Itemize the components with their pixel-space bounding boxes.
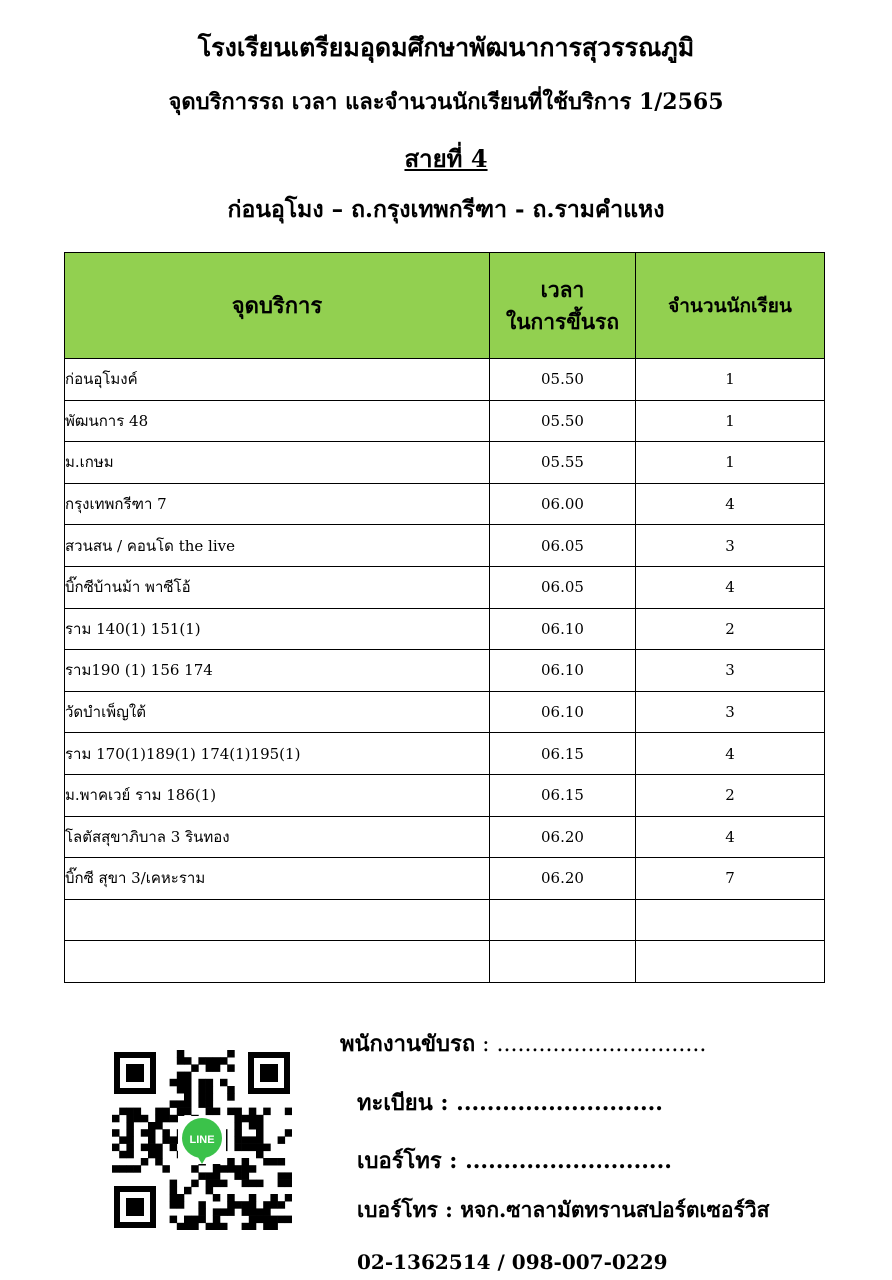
cell-count: 4	[636, 483, 825, 525]
col-header-count: จำนวนนักเรียน	[636, 253, 825, 359]
driver-separator: :	[475, 1032, 497, 1057]
phone-value: ...........................	[465, 1148, 672, 1174]
table-row	[65, 899, 825, 941]
registration-line	[357, 1085, 663, 1120]
table-row	[65, 566, 825, 608]
cell-count	[636, 941, 825, 983]
cell-count: 7	[636, 858, 825, 900]
cell-count: 4	[636, 566, 825, 608]
registration-label: ทะเบียน :	[357, 1090, 457, 1116]
col-header-time	[490, 253, 636, 359]
cell-count: 2	[636, 774, 825, 816]
cell-place: กรุงเทพกรีฑา 7	[65, 483, 490, 525]
cell-count	[636, 899, 825, 941]
cell-count: 1	[636, 442, 825, 484]
table-header-row	[65, 253, 825, 359]
cell-time: 06.10	[490, 608, 636, 650]
table-row	[65, 858, 825, 900]
driver-line	[340, 1026, 706, 1061]
cell-place	[65, 941, 490, 983]
line-badge-label: LINE	[189, 1134, 215, 1146]
company-tel-numbers: 02-1362514 / 098-007-0229	[357, 1250, 668, 1274]
cell-time: 06.10	[490, 691, 636, 733]
cell-count: 2	[636, 608, 825, 650]
table-row	[65, 650, 825, 692]
company-phone-line	[357, 1194, 769, 1227]
cell-time: 06.20	[490, 858, 636, 900]
table-row	[65, 442, 825, 484]
cell-time: 05.50	[490, 359, 636, 401]
table-row	[65, 733, 825, 775]
cell-time: 06.20	[490, 816, 636, 858]
cell-place: โลตัสสุขาภิบาล 3 รินทอง	[65, 816, 490, 858]
table-row	[65, 525, 825, 567]
cell-time: 05.50	[490, 400, 636, 442]
cell-count: 4	[636, 816, 825, 858]
cell-time: 06.00	[490, 483, 636, 525]
cell-time: 06.15	[490, 733, 636, 775]
cell-time: 06.15	[490, 774, 636, 816]
document-subtitle: จุดบริการรถ เวลา และจำนวนนักเรียนที่ใช้บริการ 1/2565	[168, 89, 724, 115]
cell-place: สวนสน / คอนโด the live	[65, 525, 490, 567]
cell-place: บิ๊กซีบ้านม้า พาซีโอ้	[65, 566, 490, 608]
table-row	[65, 816, 825, 858]
cell-place: บิ๊กซี สุขา 3/เคหะราม	[65, 858, 490, 900]
phone-label: เบอร์โทร :	[357, 1148, 466, 1174]
table-row	[65, 483, 825, 525]
school-name: โรงเรียนเตรียมอุดมศึกษาพัฒนาการสุวรรณภูมิ	[197, 33, 695, 62]
cell-time: 06.05	[490, 566, 636, 608]
driver-label: พนักงานขับรถ	[340, 1031, 476, 1057]
cell-place	[65, 899, 490, 941]
cell-count: 3	[636, 691, 825, 733]
phone-line	[357, 1143, 672, 1178]
cell-place: ราม 140(1) 151(1)	[65, 608, 490, 650]
cell-place: ม.พาคเวย์ ราม 186(1)	[65, 774, 490, 816]
cell-count: 3	[636, 525, 825, 567]
cell-place: ม.เกษม	[65, 442, 490, 484]
cell-time: 06.05	[490, 525, 636, 567]
cell-count: 4	[636, 733, 825, 775]
cell-place: ราม 170(1)189(1) 174(1)195(1)	[65, 733, 490, 775]
line-qr-code-icon	[112, 1050, 292, 1230]
table-row	[65, 941, 825, 983]
schedule-table	[64, 252, 825, 983]
cell-time	[490, 899, 636, 941]
col-header-time-line2: ในการขึ้นรถ	[505, 308, 620, 334]
table-row	[65, 400, 825, 442]
cell-count: 1	[636, 400, 825, 442]
table-row	[65, 608, 825, 650]
table-row	[65, 774, 825, 816]
route-path: ก่อนอุโมง – ถ.กรุงเทพกรีฑา - ถ.รามคำแหง	[227, 196, 665, 223]
col-header-time-line1: เวลา	[540, 277, 585, 302]
col-header-place: จุดบริการ	[65, 253, 490, 359]
registration-value: ...........................	[456, 1090, 663, 1116]
cell-count: 1	[636, 359, 825, 401]
cell-place: ก่อนอุโมงค์	[65, 359, 490, 401]
cell-count: 3	[636, 650, 825, 692]
company-name: หจก.ซาลามัตทรานสปอร์ตเซอร์วิส	[460, 1197, 770, 1222]
table-row	[65, 691, 825, 733]
cell-place: ราม190 (1) 156 174	[65, 650, 490, 692]
cell-place: วัดบำเพ็ญใต้	[65, 691, 490, 733]
cell-place: พัฒนการ 48	[65, 400, 490, 442]
route-number: สายที่ 4	[404, 144, 488, 173]
table-row	[65, 359, 825, 401]
cell-time	[490, 941, 636, 983]
cell-time: 05.55	[490, 442, 636, 484]
driver-value: ..............................	[496, 1032, 707, 1057]
cell-time: 06.10	[490, 650, 636, 692]
company-phone-label: เบอร์โทร :	[357, 1197, 461, 1222]
